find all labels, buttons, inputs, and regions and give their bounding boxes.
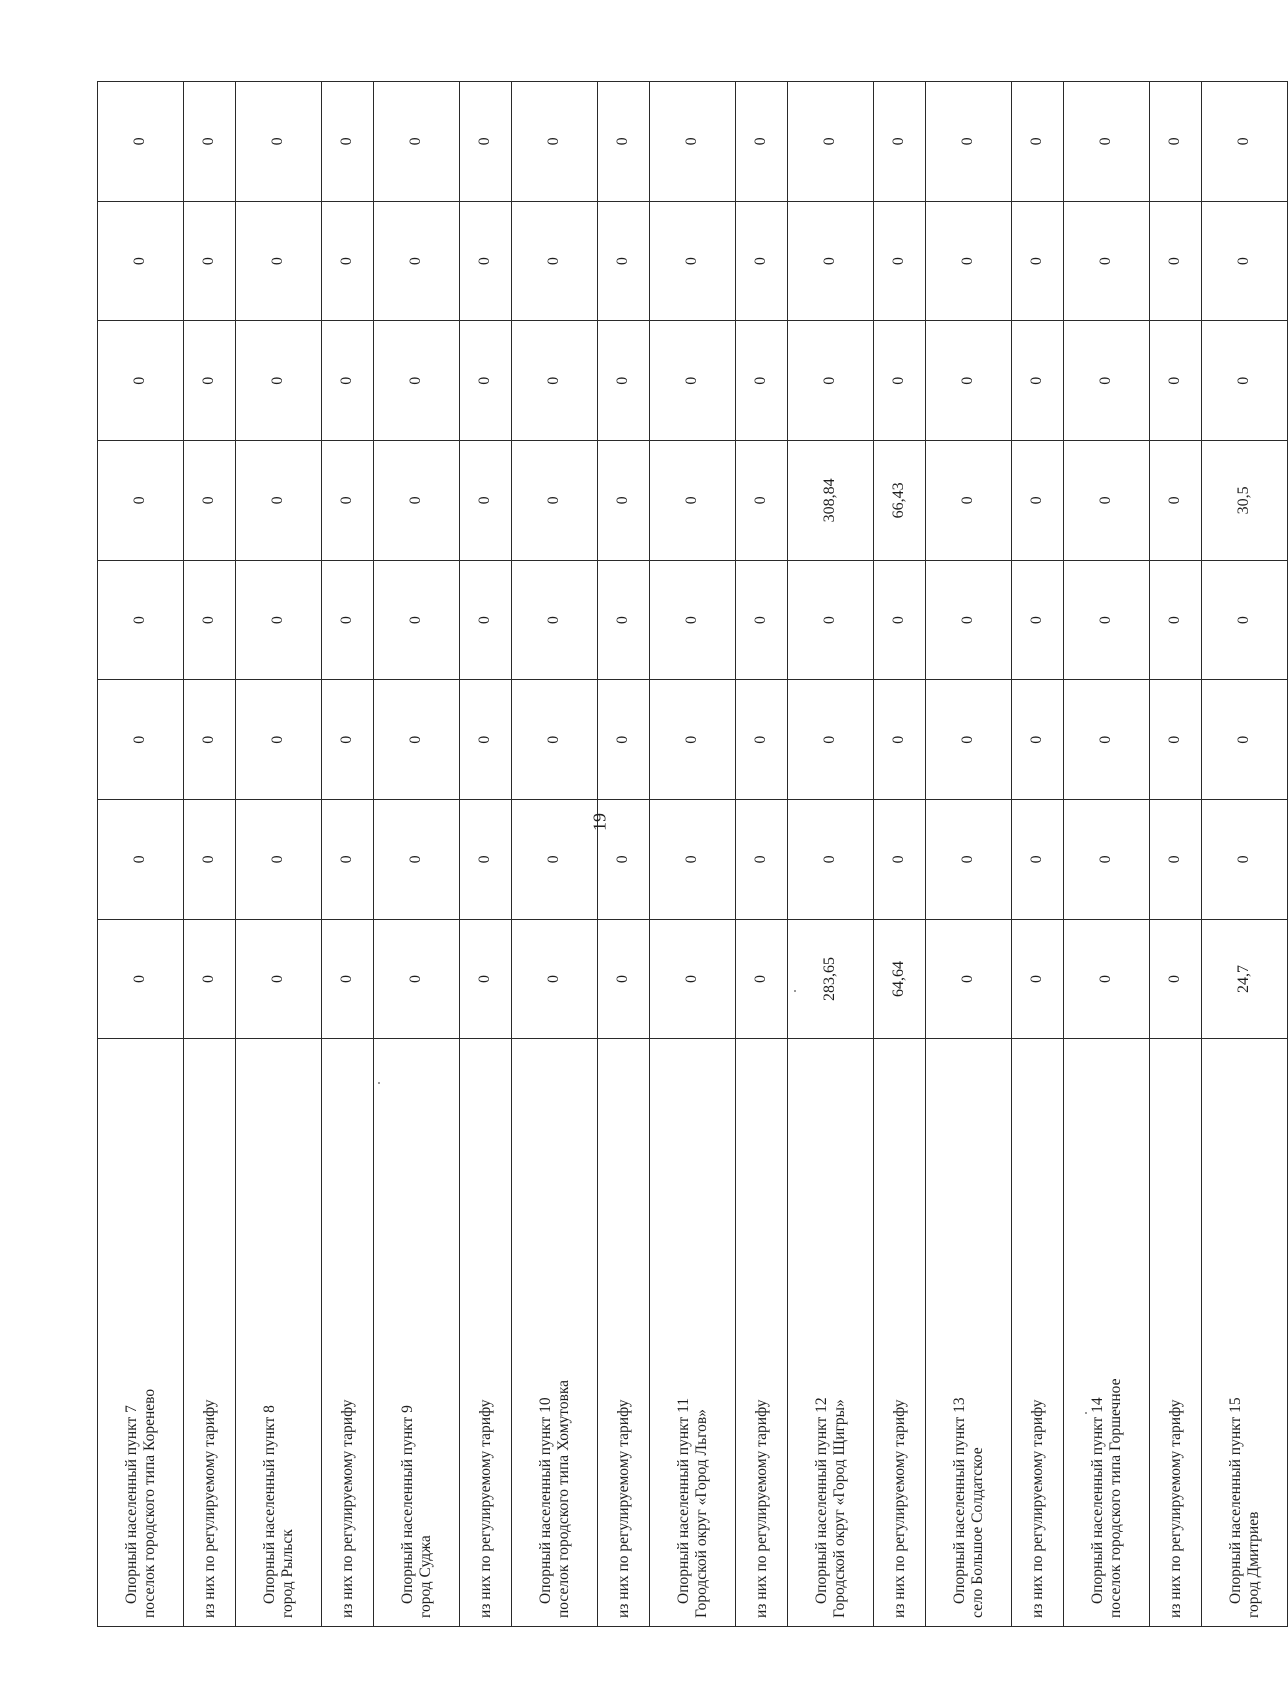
value-cell: 0 (512, 800, 598, 920)
value-cell: 0 (322, 201, 374, 321)
value-cell: 0 (650, 321, 736, 441)
table-row (460, 82, 512, 1627)
table-row (874, 82, 926, 1627)
value-cell: 0 (460, 680, 512, 800)
value-cell: 0 (1150, 680, 1202, 800)
value-cell: 0 (598, 441, 650, 561)
value-cell: 0 (650, 441, 736, 561)
value-cell: 0 (184, 82, 236, 202)
table-row (374, 82, 460, 1627)
value-cell: 0 (1064, 82, 1150, 202)
value-cell: 0 (98, 919, 184, 1039)
value-cell: 0 (98, 82, 184, 202)
value-cell: 0 (98, 560, 184, 680)
data-table (97, 81, 1288, 1627)
value-cell: 0 (1202, 201, 1288, 321)
value-cell: 0 (736, 680, 788, 800)
rotated-table-container (97, 81, 1262, 1627)
value-cell: 0 (1012, 82, 1064, 202)
value-cell: 0 (460, 800, 512, 920)
value-cell: 0 (322, 82, 374, 202)
value-cell: 0 (236, 560, 322, 680)
row-label-cell (1150, 1039, 1202, 1627)
row-label-cell (98, 1039, 184, 1627)
value-cell: 0 (1012, 321, 1064, 441)
row-label-cell (926, 1039, 1012, 1627)
value-cell: 0 (650, 201, 736, 321)
value-cell: 0 (926, 201, 1012, 321)
row-label-line1: из них по регулируемому тарифу (476, 1399, 494, 1618)
value-cell: 0 (788, 82, 874, 202)
scan-speck (794, 990, 796, 992)
value-cell: 0 (460, 321, 512, 441)
row-label-line1: из них по регулируемому тарифу (752, 1399, 770, 1618)
value-cell: 0 (874, 201, 926, 321)
row-label-cell (598, 1039, 650, 1627)
row-label-line2: поселок городского типа Коренево (140, 1388, 158, 1618)
table-row (598, 82, 650, 1627)
value-cell: 0 (460, 441, 512, 561)
value-cell: 0 (374, 919, 460, 1039)
value-cell: 0 (650, 560, 736, 680)
value-cell: 0 (1064, 680, 1150, 800)
value-cell: 66,43 (874, 441, 926, 561)
value-cell: 0 (926, 441, 1012, 561)
row-label-cell (460, 1039, 512, 1627)
table-row (1202, 82, 1288, 1627)
row-label-line1: из них по регулируемому тарифу (1028, 1399, 1046, 1618)
value-cell: 0 (98, 201, 184, 321)
value-cell: 0 (650, 680, 736, 800)
value-cell: 0 (1150, 919, 1202, 1039)
row-label-line1: Опорный населенный пункт 7 (122, 1405, 140, 1604)
value-cell: 0 (598, 919, 650, 1039)
value-cell: 0 (374, 441, 460, 561)
value-cell: 0 (1150, 441, 1202, 561)
value-cell: 0 (322, 680, 374, 800)
value-cell: 0 (460, 560, 512, 680)
value-cell: 0 (1012, 560, 1064, 680)
table-row (736, 82, 788, 1627)
value-cell: 0 (736, 800, 788, 920)
value-cell: 0 (926, 800, 1012, 920)
value-cell: 0 (874, 680, 926, 800)
row-label-cell (1064, 1039, 1150, 1627)
row-label-line1: Опорный населенный пункт 8 (260, 1405, 278, 1604)
value-cell: 0 (322, 560, 374, 680)
value-cell: 0 (184, 680, 236, 800)
row-label-cell (184, 1039, 236, 1627)
row-label-line1: Опорный населенный пункт 12 (812, 1397, 830, 1604)
page-number: 19 (589, 813, 610, 831)
value-cell: 0 (598, 560, 650, 680)
row-label-line1: Опорный населенный пункт 15 (1226, 1397, 1244, 1604)
value-cell: 0 (1064, 919, 1150, 1039)
value-cell: 0 (736, 919, 788, 1039)
scan-speck (378, 1082, 380, 1084)
value-cell: 0 (736, 201, 788, 321)
value-cell: 0 (374, 560, 460, 680)
value-cell: 0 (184, 560, 236, 680)
value-cell: 0 (788, 560, 874, 680)
row-label-line2: село Большое Солдатское (968, 1447, 986, 1618)
row-label-line1: Опорный населенный пункт 14 (1088, 1397, 1106, 1604)
row-label-cell (374, 1039, 460, 1627)
value-cell: 0 (374, 201, 460, 321)
table-row (98, 82, 184, 1627)
table-row (1012, 82, 1064, 1627)
value-cell: 0 (874, 800, 926, 920)
value-cell: 0 (1150, 82, 1202, 202)
value-cell: 0 (874, 82, 926, 202)
value-cell: 0 (98, 321, 184, 441)
value-cell: 0 (512, 201, 598, 321)
value-cell: 0 (236, 800, 322, 920)
value-cell: 0 (788, 800, 874, 920)
value-cell: 0 (926, 82, 1012, 202)
value-cell: 0 (926, 680, 1012, 800)
row-label-line1: Опорный населенный пункт 11 (674, 1397, 692, 1604)
table-row (926, 82, 1012, 1627)
row-label-line1: из них по регулируемому тарифу (338, 1399, 356, 1618)
value-cell: 0 (1012, 800, 1064, 920)
table-row (650, 82, 736, 1627)
value-cell: 0 (322, 441, 374, 561)
value-cell: 0 (236, 680, 322, 800)
row-label-line2: город Суджа (416, 1535, 434, 1618)
value-cell: 0 (598, 321, 650, 441)
value-cell: 0 (1064, 201, 1150, 321)
row-label-cell (736, 1039, 788, 1627)
value-cell: 0 (1012, 441, 1064, 561)
value-cell: 0 (1202, 800, 1288, 920)
value-cell: 0 (1202, 680, 1288, 800)
row-label-cell (1202, 1039, 1288, 1627)
value-cell: 0 (184, 441, 236, 561)
value-cell: 0 (598, 680, 650, 800)
value-cell: 0 (1012, 919, 1064, 1039)
table-row (322, 82, 374, 1627)
value-cell: 0 (736, 82, 788, 202)
value-cell: 0 (1150, 201, 1202, 321)
row-label-cell (512, 1039, 598, 1627)
value-cell: 0 (1150, 560, 1202, 680)
value-cell: 0 (926, 919, 1012, 1039)
value-cell: 0 (788, 321, 874, 441)
value-cell: 0 (736, 441, 788, 561)
value-cell: 0 (926, 560, 1012, 680)
value-cell: 0 (98, 680, 184, 800)
value-cell: 0 (874, 560, 926, 680)
table-row (184, 82, 236, 1627)
row-label-line1: Опорный населенный пункт 9 (398, 1405, 416, 1604)
value-cell: 0 (1012, 680, 1064, 800)
value-cell: 0 (1150, 321, 1202, 441)
row-label-cell (236, 1039, 322, 1627)
table-body (98, 82, 1288, 1627)
value-cell: 0 (926, 321, 1012, 441)
value-cell: 0 (374, 82, 460, 202)
value-cell: 0 (184, 919, 236, 1039)
value-cell: 0 (374, 680, 460, 800)
value-cell: 0 (98, 441, 184, 561)
value-cell: 0 (322, 321, 374, 441)
value-cell: 64,64 (874, 919, 926, 1039)
value-cell: 0 (788, 680, 874, 800)
row-label-line1: из них по регулируемому тарифу (1166, 1399, 1184, 1618)
value-cell: 30,5 (1202, 441, 1288, 561)
table-row (512, 82, 598, 1627)
value-cell: 0 (184, 321, 236, 441)
row-label-cell (788, 1039, 874, 1627)
row-label-line1: из них по регулируемому тарифу (200, 1399, 218, 1618)
value-cell: 308,84 (788, 441, 874, 561)
row-label-cell (322, 1039, 374, 1627)
value-cell: 0 (1064, 441, 1150, 561)
row-label-line2: Городской округ «Город Льгов» (692, 1409, 710, 1618)
row-label-line2: Городской округ «Город Щигры» (830, 1399, 848, 1618)
row-label-line1: Опорный населенный пункт 13 (950, 1397, 968, 1604)
table-row (1064, 82, 1150, 1627)
value-cell: 0 (236, 201, 322, 321)
value-cell: 0 (460, 919, 512, 1039)
value-cell: 0 (512, 919, 598, 1039)
value-cell: 0 (512, 680, 598, 800)
value-cell: 0 (236, 919, 322, 1039)
value-cell: 0 (736, 560, 788, 680)
table-row (236, 82, 322, 1627)
value-cell: 24,7 (1202, 919, 1288, 1039)
value-cell: 0 (322, 800, 374, 920)
value-cell: 0 (598, 800, 650, 920)
value-cell: 0 (650, 919, 736, 1039)
value-cell: 0 (236, 82, 322, 202)
value-cell: 0 (322, 919, 374, 1039)
row-label-line1: Опорный населенный пункт 10 (536, 1397, 554, 1604)
value-cell: 0 (1202, 321, 1288, 441)
value-cell: 0 (512, 82, 598, 202)
value-cell: 0 (1202, 82, 1288, 202)
value-cell: 0 (650, 82, 736, 202)
value-cell: 283,65 (788, 919, 874, 1039)
row-label-line2: город Рыльск (278, 1529, 296, 1618)
value-cell: 0 (598, 201, 650, 321)
value-cell: 0 (874, 321, 926, 441)
value-cell: 0 (736, 321, 788, 441)
row-label-cell (650, 1039, 736, 1627)
value-cell: 0 (184, 800, 236, 920)
row-label-line1: из них по регулируемому тарифу (890, 1399, 908, 1618)
value-cell: 0 (98, 800, 184, 920)
value-cell: 0 (1064, 321, 1150, 441)
value-cell: 0 (512, 441, 598, 561)
row-label-line2: город Дмитриев (1244, 1511, 1262, 1618)
value-cell: 0 (236, 321, 322, 441)
row-label-line2: поселок городского типа Хомутовка (554, 1379, 572, 1618)
value-cell: 0 (512, 321, 598, 441)
value-cell: 0 (460, 201, 512, 321)
table-row (788, 82, 874, 1627)
value-cell: 0 (1064, 800, 1150, 920)
value-cell: 0 (1064, 560, 1150, 680)
value-cell: 0 (650, 800, 736, 920)
value-cell: 0 (788, 201, 874, 321)
row-label-cell (874, 1039, 926, 1627)
row-label-cell (1012, 1039, 1064, 1627)
value-cell: 0 (1150, 800, 1202, 920)
row-label-line2: поселок городского типа Горшечное (1106, 1378, 1124, 1618)
scan-speck (1085, 1412, 1087, 1414)
value-cell: 0 (184, 201, 236, 321)
value-cell: 0 (236, 441, 322, 561)
value-cell: 0 (460, 82, 512, 202)
value-cell: 0 (374, 321, 460, 441)
value-cell: 0 (1202, 560, 1288, 680)
table-row (1150, 82, 1202, 1627)
row-label-line1: из них по регулируемому тарифу (614, 1399, 632, 1618)
value-cell: 0 (374, 800, 460, 920)
value-cell: 0 (598, 82, 650, 202)
value-cell: 0 (1012, 201, 1064, 321)
value-cell: 0 (512, 560, 598, 680)
